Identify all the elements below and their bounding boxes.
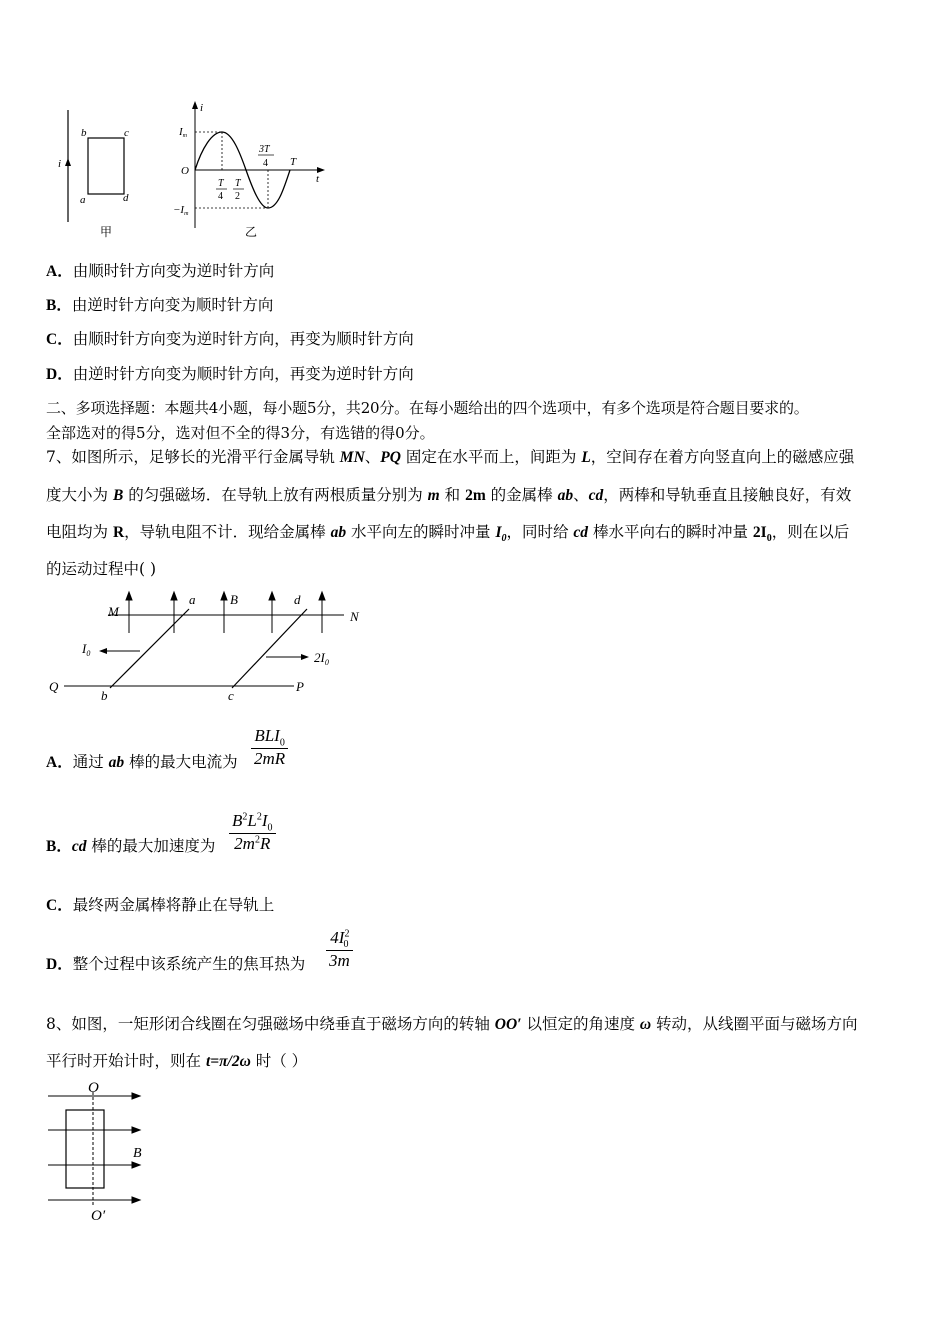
label-B: B	[230, 592, 238, 607]
label-N: N	[350, 609, 359, 624]
label-d: d	[123, 192, 129, 204]
rod-cd	[232, 609, 307, 688]
label-d: d	[294, 592, 301, 607]
q6-option-d[interactable]: D．由逆时针方向变为顺时针方向，再变为逆时针方向	[46, 365, 414, 383]
section2-line1: 二、多项选择题：本题共4小题，每小题5分，共20分。在每小题给出的四个选项中，有多个选项是符合题目要求的。	[46, 399, 809, 417]
tick-T4	[216, 178, 227, 202]
label-b: b	[101, 688, 108, 703]
tick-3T4	[258, 144, 274, 169]
svg-text:T: T	[235, 178, 241, 189]
q7-option-b[interactable]: B．cd 棒的最大加速度为	[46, 837, 216, 855]
q7-d-formula: $\frac{4I^2_0}{3m}$	[326, 928, 353, 971]
q6-option-b[interactable]: B．由逆时针方向变为顺时针方向	[46, 296, 274, 314]
svg-text:2: 2	[235, 191, 240, 202]
svg-text:3T: 3T	[259, 144, 270, 155]
label-O: O	[88, 1080, 99, 1096]
label-i-axis: i	[200, 102, 204, 114]
label-t: t	[316, 173, 320, 185]
q7-option-a[interactable]: A．通过 ab 棒的最大电流为	[46, 753, 238, 771]
q7-a-formula: $BLI_0$ 2mR	[251, 726, 288, 769]
label-I0: $I_0$	[82, 641, 91, 658]
label-Q: Q	[49, 679, 59, 694]
q7-b-formula: $\frac{B^2L^2I_0}{2m^2R}$	[229, 811, 276, 854]
caption-jia: 甲	[100, 225, 113, 239]
figure-jia	[50, 100, 150, 245]
label-P: P	[296, 679, 304, 694]
q6-option-c[interactable]: C．由顺时针方向变为逆时针方向，再变为顺时针方向	[46, 330, 414, 348]
q8-figure	[44, 1080, 174, 1225]
label-B: B	[133, 1146, 142, 1161]
label-a: a	[189, 592, 196, 607]
label-O: O	[181, 165, 189, 177]
label-b: b	[81, 127, 87, 139]
caption-yi: 乙	[245, 225, 258, 239]
label-i: i	[58, 158, 62, 170]
q6-option-a[interactable]: A．由顺时针方向变为逆时针方向	[46, 262, 275, 280]
loop-abcd	[88, 138, 124, 194]
svg-text:4: 4	[218, 191, 223, 202]
figure-yi	[170, 98, 330, 243]
q7-stem-line4: 的运动过程中( )	[46, 560, 157, 578]
label-2I0: $2I_0$	[314, 650, 329, 667]
section2-line2: 全部选对的得5分，选对但不全的得3分，有选错的得0分。	[46, 424, 435, 442]
label-O-prime: O′	[91, 1208, 106, 1224]
q7-option-c[interactable]: C．最终两金属棒将静止在导轨上	[46, 896, 275, 914]
q8-stem-line1: 8、如图，一矩形闭合线圈在匀强磁场中绕垂直于磁场方向的转轴 OO′ 以恒定的角速度 ω 转动，从线圈平面与磁场方向	[46, 1015, 858, 1033]
q7-stem-line2: 度大小为 B 的匀强磁场．在导轨上放有两根质量分别为 m 和 2m 的金属棒 ab、cd，两棒和导轨垂直且接触良好，有效	[46, 486, 852, 504]
impulse-left-head	[99, 648, 107, 654]
impulse-right-head	[301, 654, 309, 660]
q7-stem-line1: 7、如图所示，足够长的光滑平行金属导轨 MN、PQ 固定在水平而上，间距为 L，空间存在着方向竖直向上的磁感应强	[46, 448, 855, 466]
tick-T2	[233, 178, 244, 202]
i-axis-arrow	[192, 101, 198, 109]
label-Im: Im	[179, 126, 188, 139]
label-T: T	[290, 156, 297, 168]
rod-ab	[110, 609, 189, 688]
coil	[66, 1110, 104, 1188]
q7-stem-line3: 电阻均为 R，导轨电阻不计．现给金属棒 ab 水平向左的瞬时冲量 $I_0$，同时给 cd 棒水平向右的瞬时冲量 $2I_0$，则在以后	[46, 523, 850, 545]
q8-stem-line2: 平行时开始计时，则在 t=π/2ω 时（ ）	[46, 1052, 308, 1070]
label-M: M	[108, 604, 119, 619]
q7-figure	[44, 587, 374, 707]
label-neg-Im: −Im	[173, 204, 189, 217]
label-c: c	[228, 688, 234, 703]
q7-option-d[interactable]: D．整个过程中该系统产生的焦耳热为	[46, 955, 306, 973]
label-c: c	[124, 127, 129, 139]
current-arrow	[65, 158, 71, 166]
label-a: a	[80, 194, 86, 206]
svg-text:T: T	[218, 178, 224, 189]
svg-text:4: 4	[263, 158, 268, 169]
